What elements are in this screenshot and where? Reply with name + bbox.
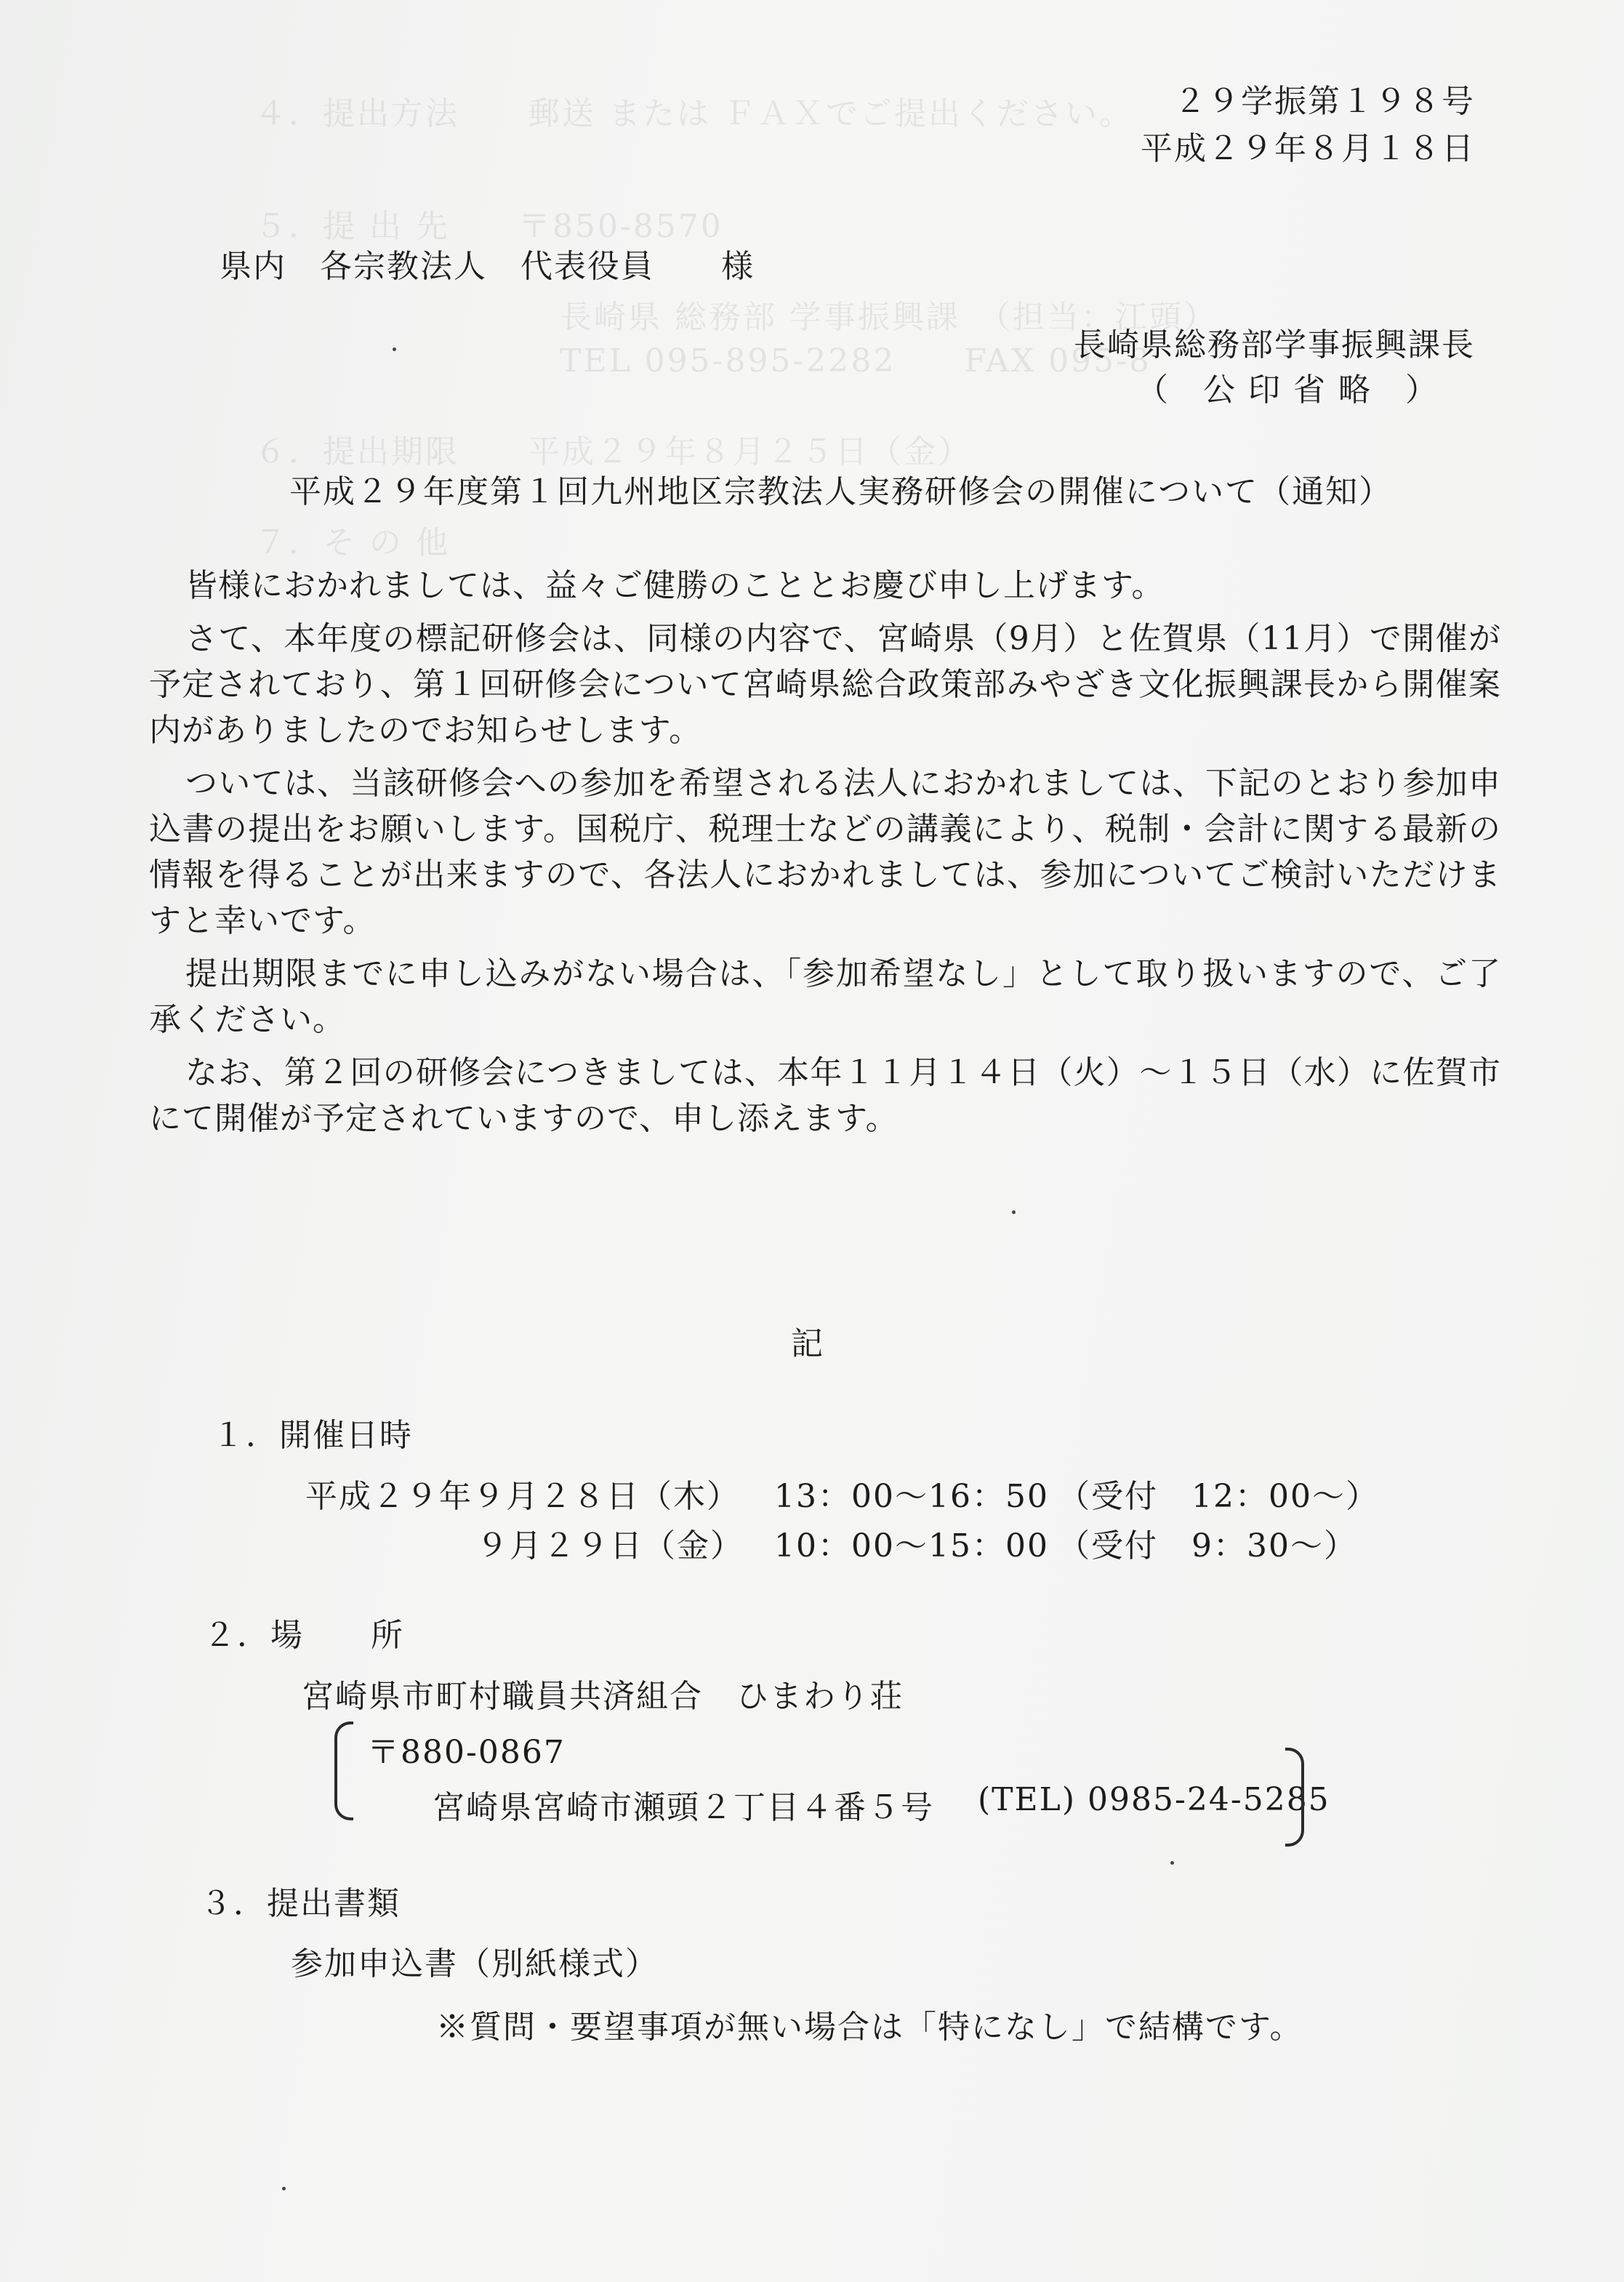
body-paragraph: 提出期限までに申し込みがない場合は、「参加希望なし」として取り扱いますので、ご了承ください。 — [149, 955, 1501, 1038]
document-item: 参加申込書（別紙様式） — [291, 1945, 659, 1982]
section-heading-documents: ３．提出書類 — [200, 1885, 401, 1922]
body-text — [149, 563, 1501, 1149]
seal-omitted-note: （ 公 印 省 略 ） — [1136, 371, 1439, 409]
show-through-text: ７．そ の 他 — [254, 524, 450, 561]
address-right-bracket — [1285, 1748, 1304, 1847]
venue-address: 宮崎県宮崎市瀬頭２丁目４番５号 — [433, 1789, 934, 1826]
show-through-text: 長崎県 総務部 学事振興課 （担当：江頭） — [560, 299, 1218, 336]
show-through-text: ５．提 出 先 〒850-8570 — [254, 208, 723, 245]
day2-reception: （受付 9：30～） — [1058, 1527, 1357, 1564]
scan-speck — [282, 2187, 286, 2190]
day2-date: ９月２９日（金） — [476, 1527, 744, 1564]
document-note: ※質問・要望事項が無い場合は「特になし」で結構です。 — [436, 2009, 1303, 2046]
ki-heading: 記 — [791, 1325, 824, 1362]
body-paragraph: なお、第２回の研修会につきましては、本年１１月１４日（火）～１５日（水）に佐賀市にて開催が予定されていますので、申し添えます。 — [149, 1054, 1501, 1137]
venue-name: 宮崎県市町村職員共済組合 ひまわり荘 — [302, 1678, 904, 1715]
addressee: 県内 各宗教法人 代表役員 様 — [220, 248, 755, 285]
scan-speck — [1012, 1210, 1016, 1214]
document-number: ２９学振第１９８号 — [1174, 83, 1475, 120]
day1-time: 13：00～16：50 — [774, 1478, 1049, 1515]
body-paragraph: さて、本年度の標記研修会は、同様の内容で、宮崎県（9月）と佐賀県（11月）で開催が予定されており、第１回研修会について宮崎県総合政策部みやざき文化振興課長から開催案内がありましたのでお知らせします。 — [149, 620, 1501, 749]
day1-date: 平成２９年９月２８日（木） — [305, 1478, 740, 1515]
scan-speck — [1170, 1861, 1174, 1865]
section-heading-datetime: １．開催日時 — [212, 1417, 413, 1454]
document-title: 平成２９年度第１回九州地区宗教法人実務研修会の開催について（通知） — [289, 473, 1393, 510]
body-paragraph: 皆様におかれましては、益々ご健勝のこととお慶び申し上げます。 — [185, 567, 1165, 604]
venue-phone: (TEL) 0985-24-5285 — [978, 1781, 1330, 1818]
day2-time: 10：00～15：00 — [774, 1527, 1049, 1564]
section-heading-venue: ２．場 所 — [204, 1617, 404, 1654]
scan-speck — [393, 347, 396, 351]
body-paragraph: ついては、当該研修会への参加を希望される法人におかれましては、下記のとおり参加申込書の提出をお願いします。国税庁、税理士などの講義により、税制・会計に関する最新の情報を得ることが出来ますので、各法人におかれましては、参加についてご検討いただけますと幸いです。 — [149, 765, 1501, 939]
sender: 長崎県総務部学事振興課長 — [1074, 326, 1475, 363]
show-through-text: ４．提出方法 郵送 または ＦＡＸでご提出ください。 — [254, 95, 1133, 132]
show-through-text: TEL 095-895-2282 FAX 095-8 — [560, 342, 1151, 379]
postal-code: 〒880-0867 — [367, 1734, 566, 1771]
day1-reception: （受付 12：00～） — [1058, 1478, 1379, 1515]
show-through-text: ６．提出期限 平成２９年８月２５日（金） — [254, 433, 972, 470]
address-left-bracket — [334, 1721, 353, 1820]
document-date: 平成２９年８月１８日 — [1141, 130, 1475, 167]
